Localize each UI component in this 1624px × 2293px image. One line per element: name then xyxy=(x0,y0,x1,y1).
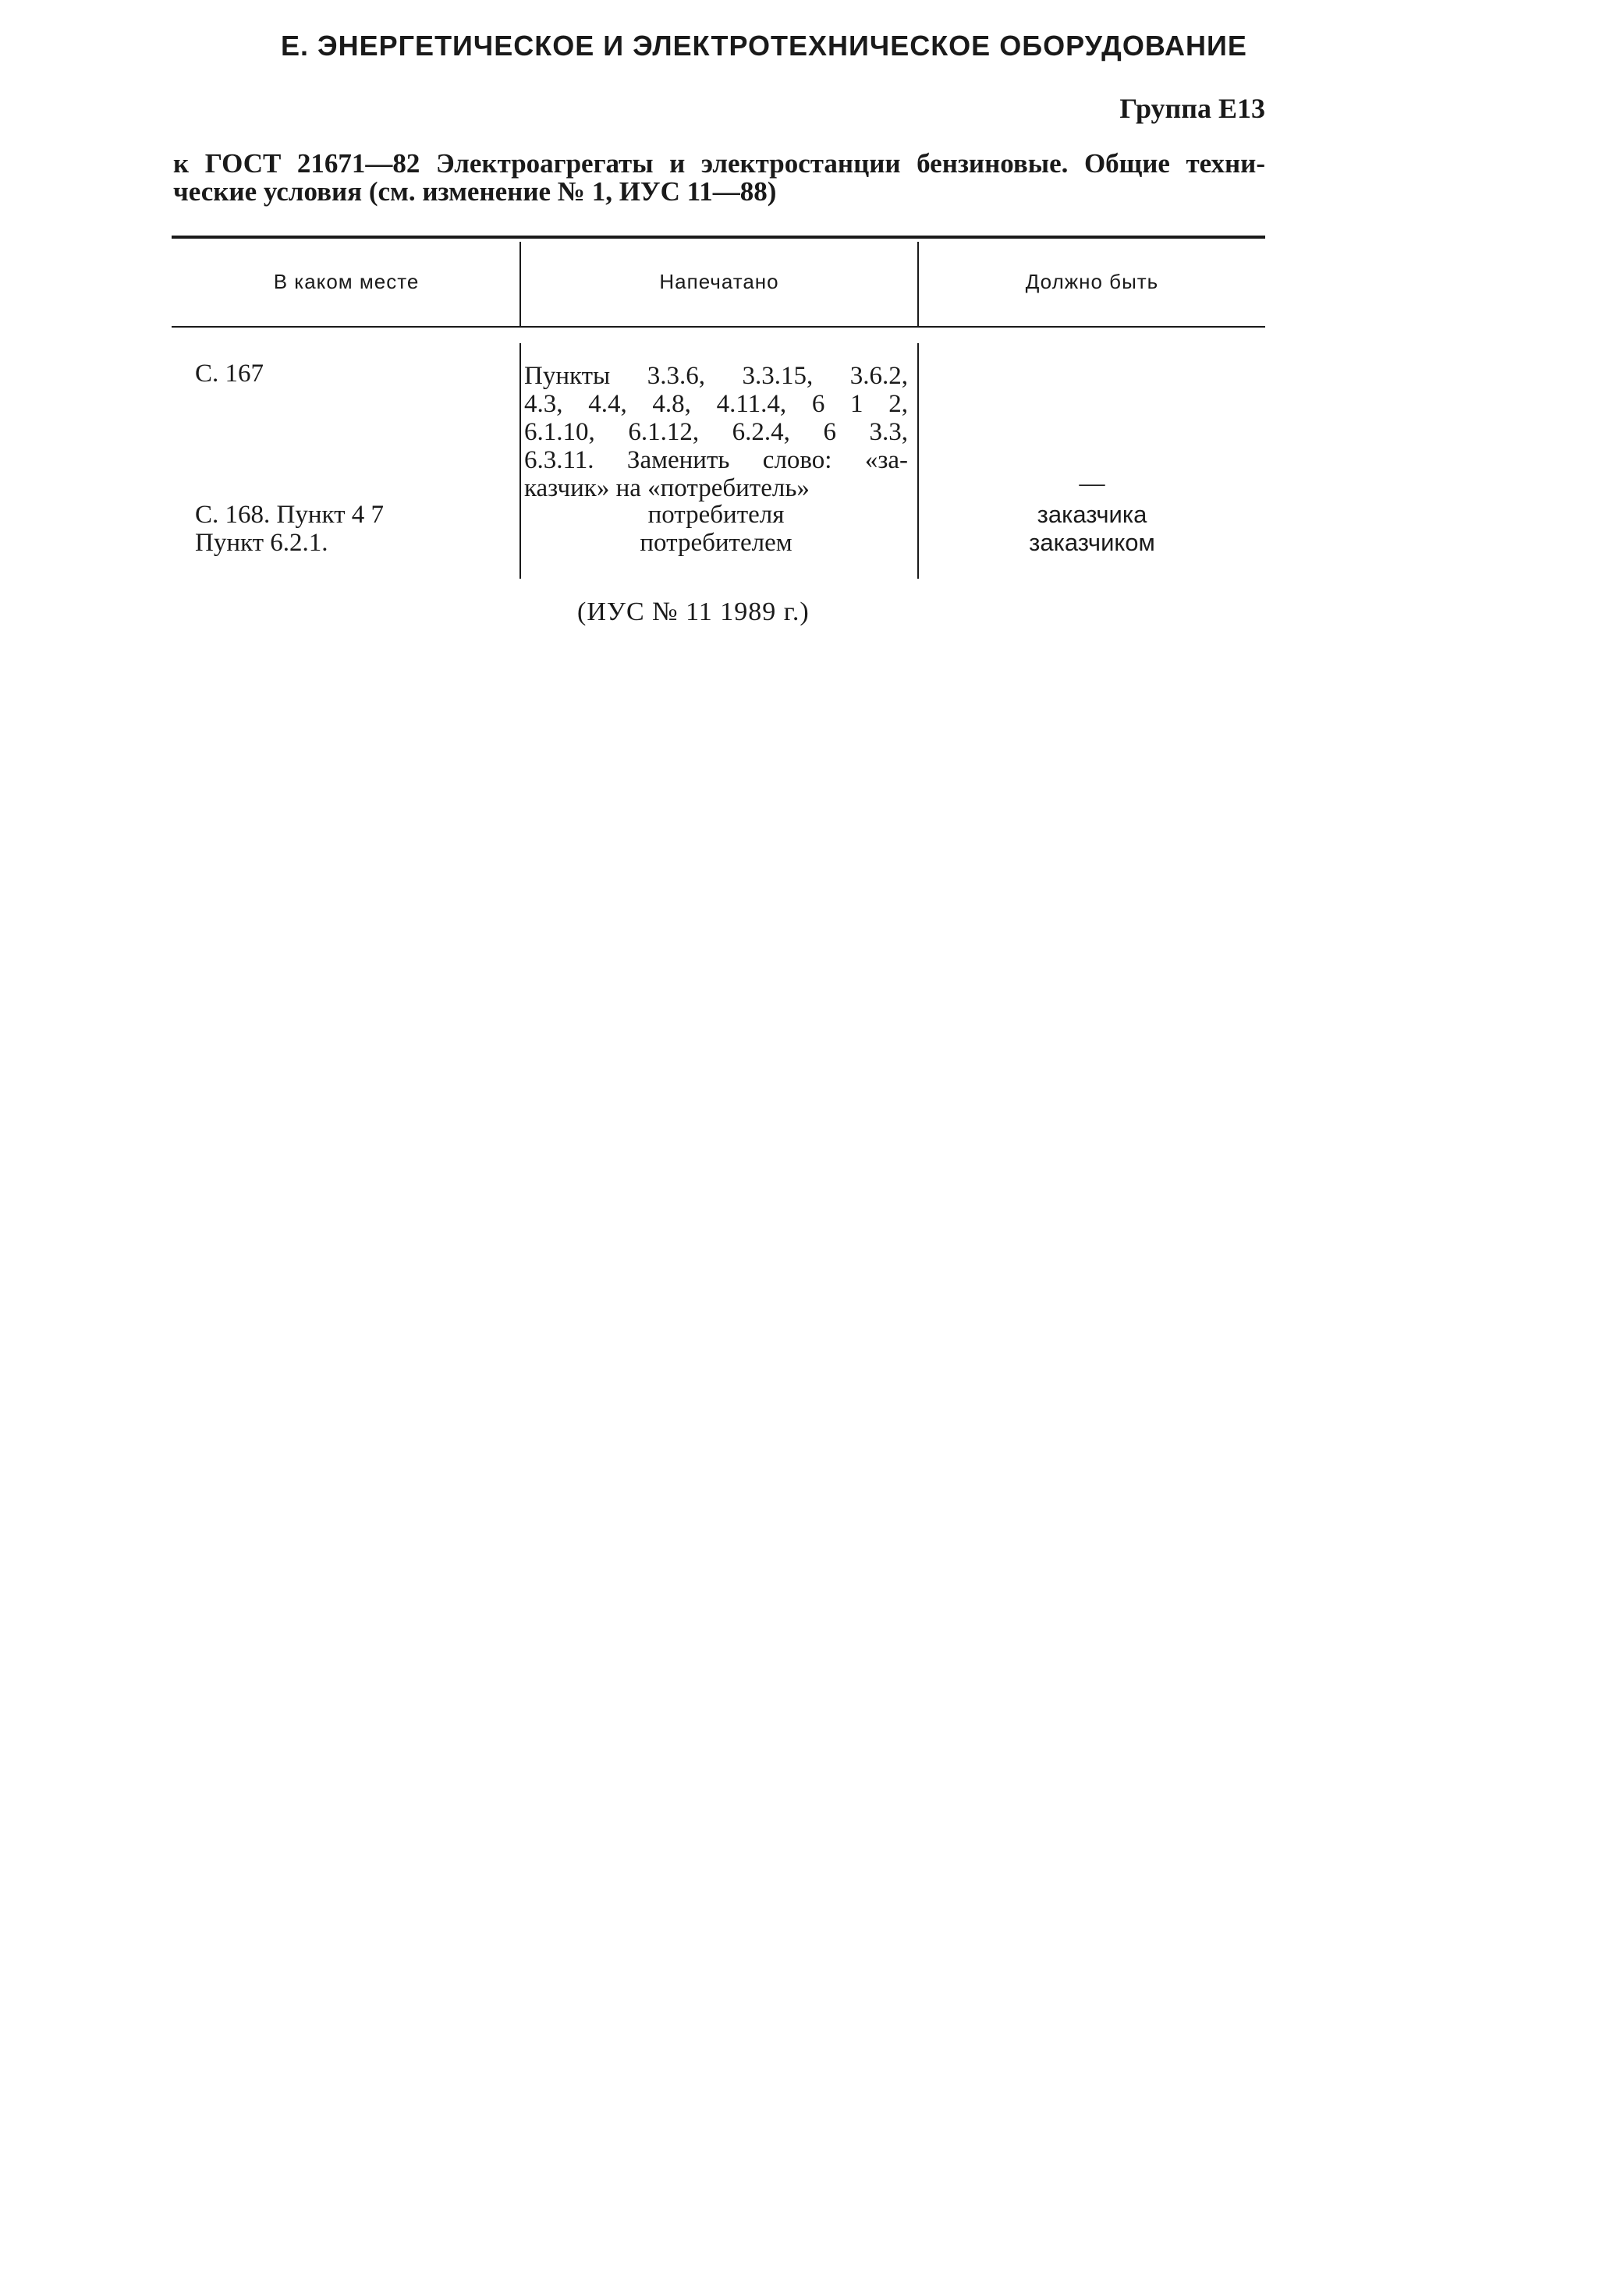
printed-text-line: 4.3, 4.4, 4.8, 4.11.4, 6 1 2, xyxy=(524,390,908,418)
table-cell-printed: потребителем xyxy=(640,529,792,557)
printed-text-line: казчик» на «потребитель» xyxy=(524,474,810,502)
printed-text-line: Пункты 3.3.6, 3.3.15, 3.6.2, xyxy=(524,362,908,390)
section-title: Е. ЭНЕРГЕТИЧЕСКОЕ И ЭЛЕКТРОТЕХНИЧЕСКОЕ ОБОРУДОВАНИЕ xyxy=(281,30,1247,62)
column-divider xyxy=(519,343,521,579)
printed-text-line: 6.3.11. Заменить слово: «за- xyxy=(524,446,908,474)
source-note: (ИУС № 11 1989 г.) xyxy=(577,597,810,626)
table-top-rule xyxy=(172,236,1265,239)
table-cell-should-be: заказчика xyxy=(1037,501,1147,528)
amendment-title-line-2: ческие условия (см. изменение № 1, ИУС 11—88) xyxy=(173,176,777,207)
table-cell-place: С. 168. Пункт 4 7 xyxy=(195,501,385,529)
table-cell-printed xyxy=(524,362,908,502)
table-cell-place: С. 167 xyxy=(195,360,264,388)
table-cell-printed: потребителя xyxy=(647,501,785,529)
amendment-title-line-1: к ГОСТ 21671—82 Электроагрегаты и электростанции бензиновые. Общие техни- xyxy=(173,148,1265,179)
group-label: Группа Е13 xyxy=(1119,93,1265,124)
column-header-printed: Напечатано xyxy=(659,270,779,293)
column-header-place: В каком месте xyxy=(273,270,420,293)
table-cell-should-be: заказчиком xyxy=(1029,529,1155,556)
table-header-rule xyxy=(172,326,1265,328)
table-cell-place: Пункт 6.2.1. xyxy=(195,529,328,557)
table-cell-should-be: — xyxy=(1079,470,1105,498)
column-header-should-be: Должно быть xyxy=(1025,270,1159,293)
printed-text-line: 6.1.10, 6.1.12, 6.2.4, 6 3.3, xyxy=(524,418,908,446)
